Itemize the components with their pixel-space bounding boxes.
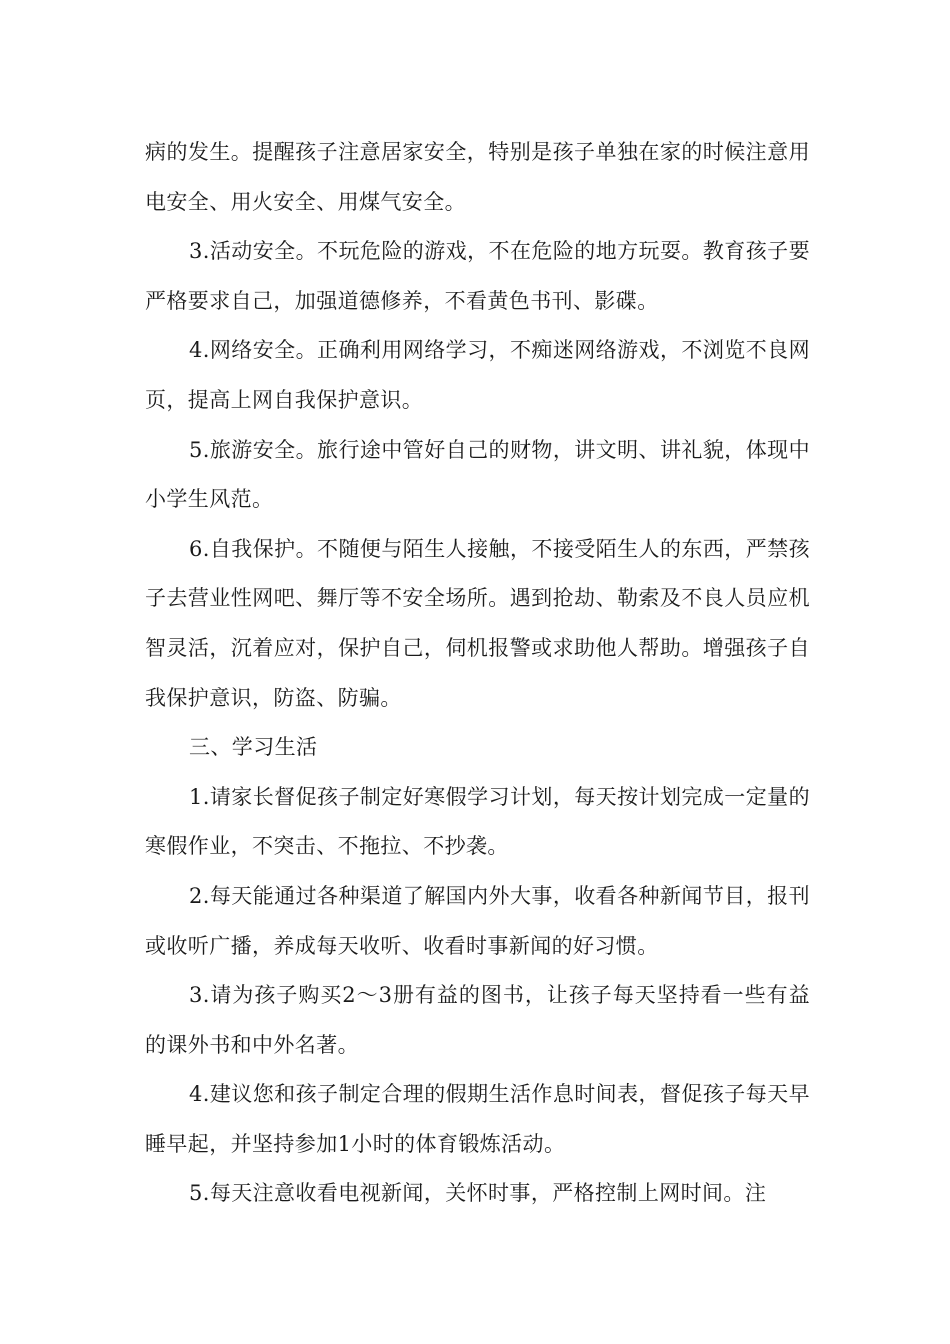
paragraph: 6.自我保护。不随便与陌生人接触，不接受陌生人的东西，严禁孩子去营业性网吧、舞厅等不安全场所。遇到抢劫、勒索及不良人员应机智灵活，沉着应对，保护自己，伺机报警或求助他人帮助。增强孩子自我保护意识，防盗、防骗。 <box>145 536 810 710</box>
paragraph: 3.活动安全。不玩危险的游戏，不在危险的地方玩耍。教育孩子要严格要求自己，加强道德修养，不看黄色书刊、影碟。 <box>145 239 810 313</box>
document-body <box>145 128 810 1219</box>
paragraph: 5.每天注意收看电视新闻，关怀时事，严格控制上网时间。注 <box>189 1181 767 1206</box>
paragraph: 4.建议您和孩子制定合理的假期生活作息时间表，督促孩子每天早睡早起，并坚持参加1小时的体育锻炼活动。 <box>145 1082 810 1156</box>
paragraph: 4.网络安全。正确利用网络学习，不痴迷网络游戏，不浏览不良网页，提高上网自我保护意识。 <box>145 338 810 412</box>
paragraph: 2.每天能通过各种渠道了解国内外大事，收看各种新闻节目，报刊或收听广播，养成每天收听、收看时事新闻的好习惯。 <box>145 883 810 958</box>
paragraph: 3.请为孩子购买2～3册有益的图书，让孩子每天坚持看一些有益的课外书和中外名著。 <box>145 983 810 1057</box>
section-heading: 三、学习生活 <box>189 735 318 760</box>
paragraph: 5.旅游安全。旅行途中管好自己的财物，讲文明、讲礼貌，体现中小学生风范。 <box>145 437 810 512</box>
paragraph: 1.请家长督促孩子制定好寒假学习计划，每天按计划完成一定量的寒假作业，不突击、不拖拉、不抄袭。 <box>145 784 810 859</box>
paragraph: 病的发生。提醒孩子注意居家安全，特别是孩子单独在家的时候注意用电安全、用火安全、用煤气安全。 <box>145 140 810 214</box>
